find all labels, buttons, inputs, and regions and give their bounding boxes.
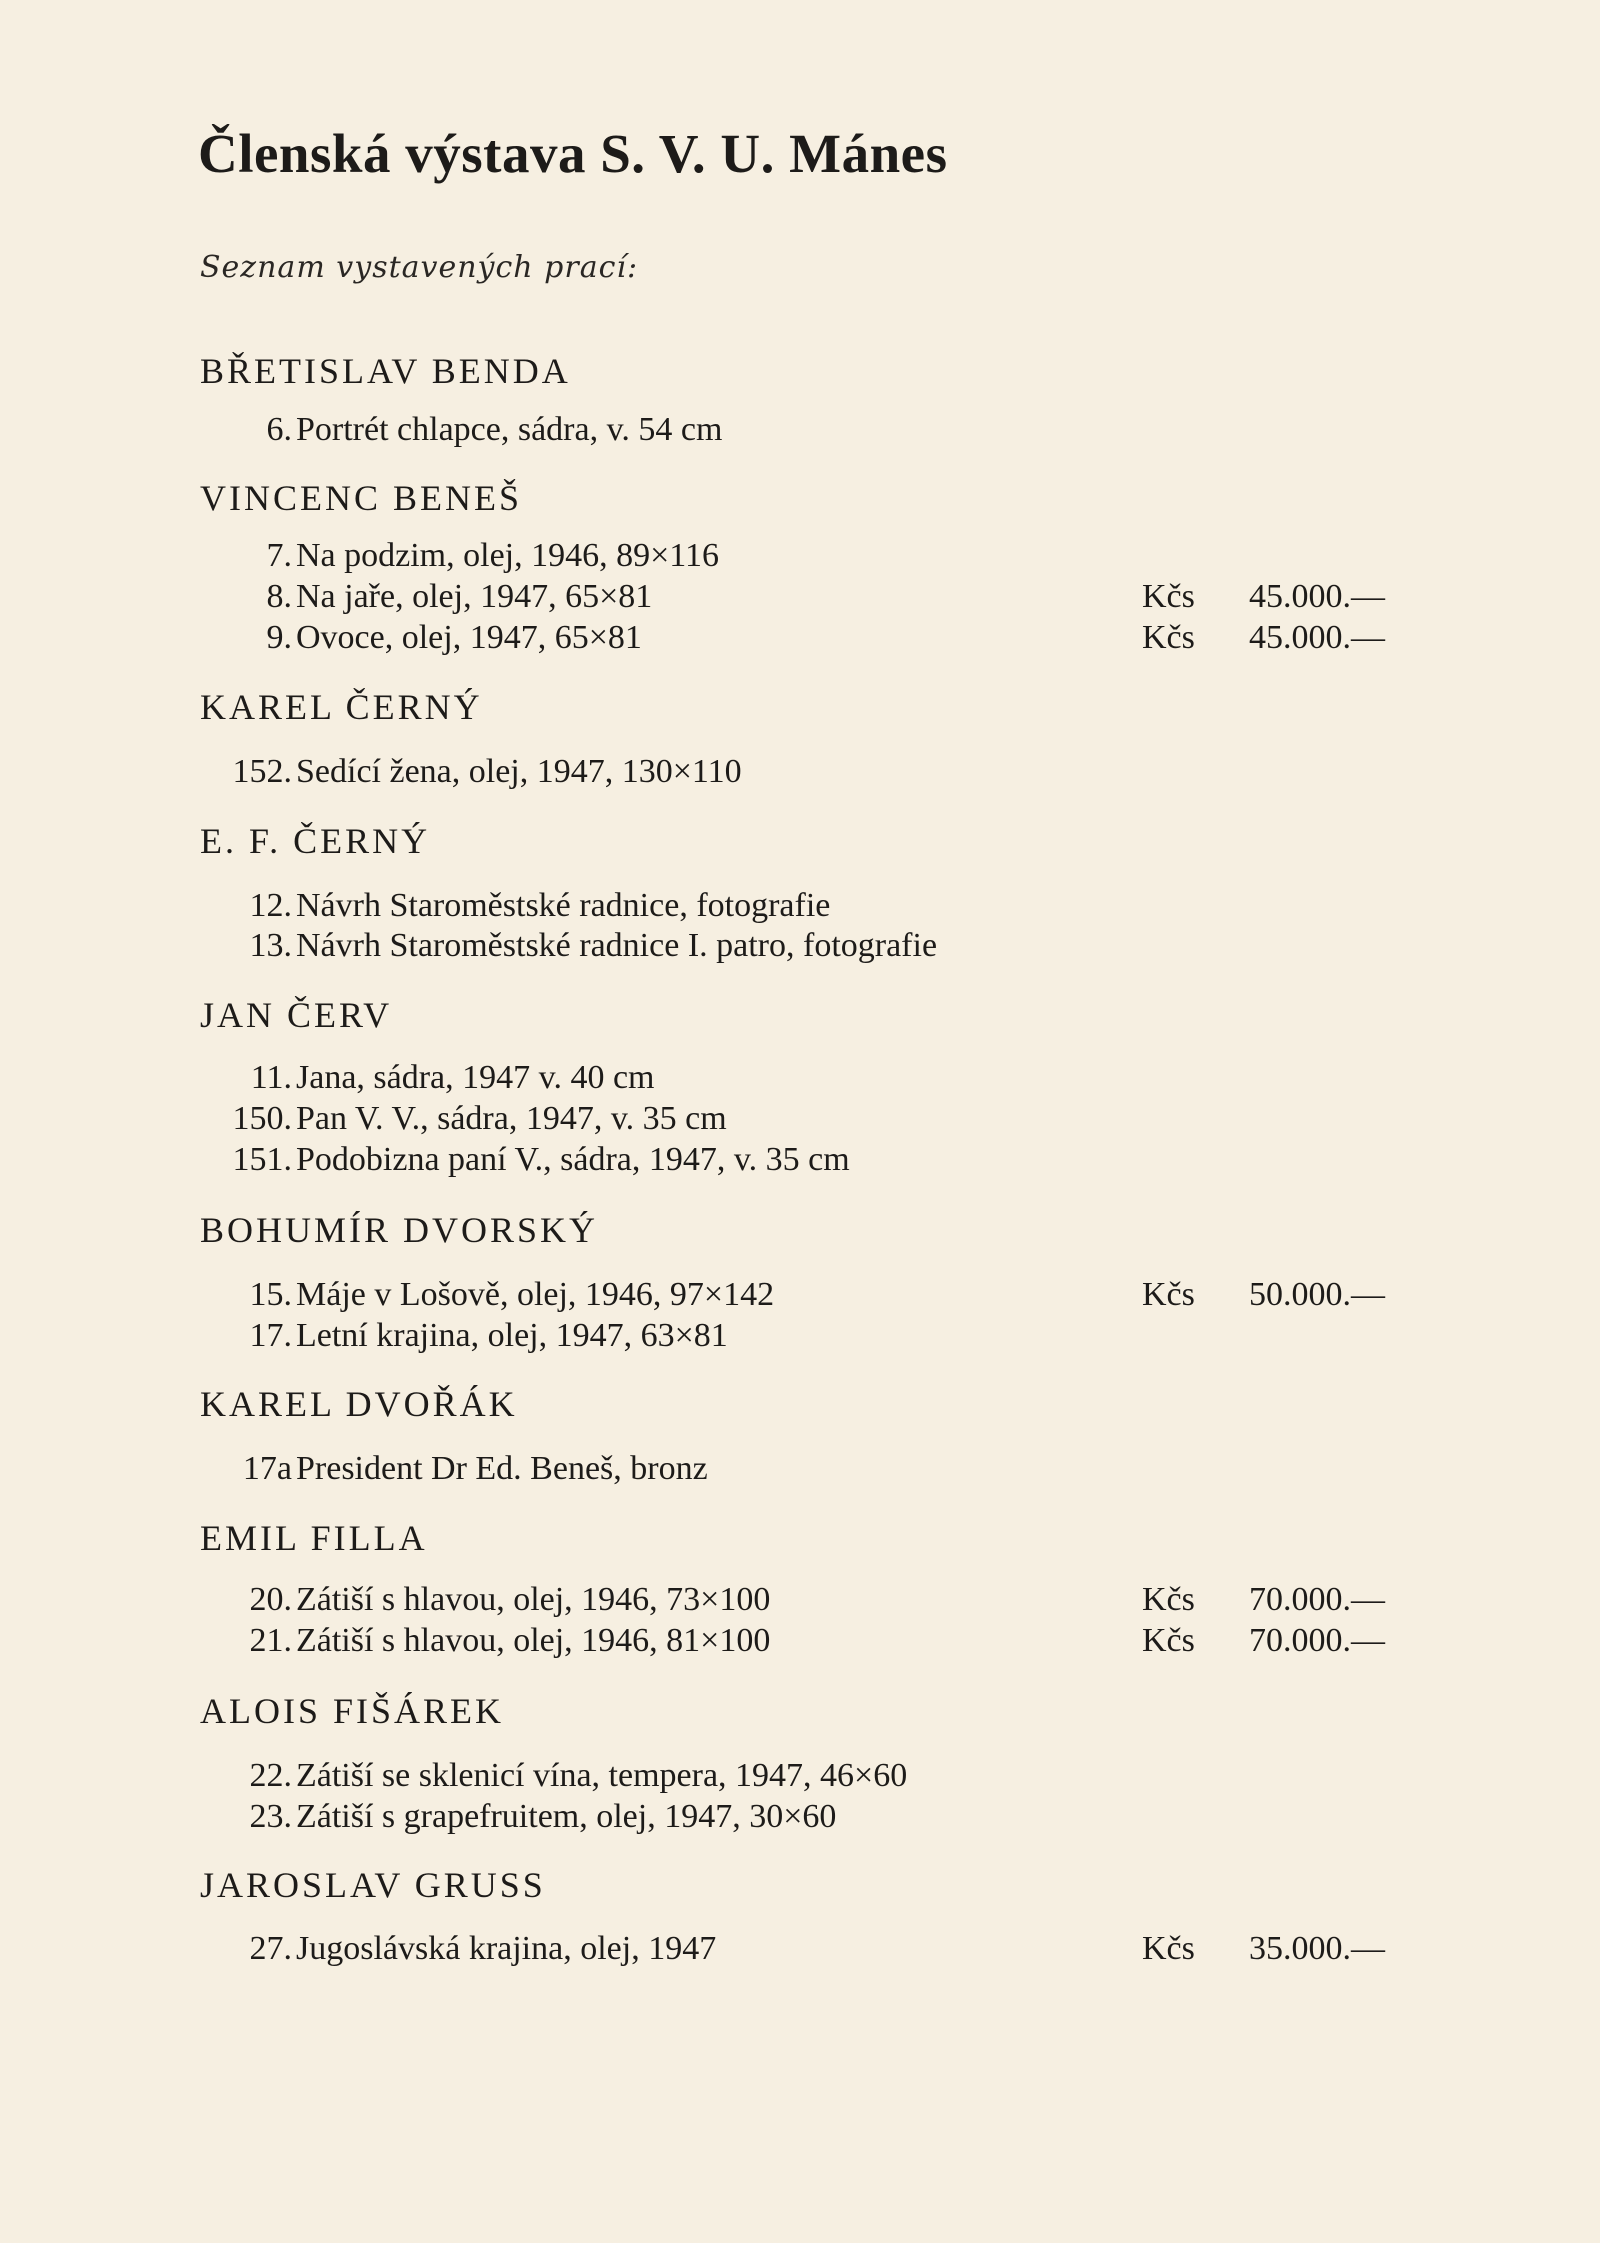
artist-name: BOHUMÍR DVORSKÝ [200,1210,599,1250]
work-entry [200,1100,1440,1140]
work-description: Na jaře, olej, 1947, 65×81 [296,578,653,615]
work-number: 152. [232,753,292,790]
work-description: Zátiší s hlavou, olej, 1946, 73×100 [296,1581,771,1618]
artist-name: JAN ČERV [200,995,393,1035]
artist-name: E. F. ČERNÝ [200,821,431,861]
artist-name: BŘETISLAV BENDA [200,351,571,391]
work-description: President Dr Ed. Beneš, bronz [296,1450,708,1487]
work-entry [200,1276,1440,1316]
list-subtitle: Seznam vystavených prací: [200,250,639,285]
work-number: 11. [250,1059,292,1096]
work-number: 6. [266,411,292,448]
price-value: 70.000.— [1249,1622,1385,1659]
work-entry [200,1317,1440,1357]
artist-name: VINCENC BENEŠ [200,478,523,518]
work-number: 9. [266,619,292,656]
work-entry [200,927,1440,967]
work-description: Portrét chlapce, sádra, v. 54 cm [296,411,723,448]
work-entry [200,1622,1440,1662]
price-currency: Kčs [1142,1622,1195,1659]
work-description: Jana, sádra, 1947 v. 40 cm [296,1059,655,1096]
artist-name: ALOIS FIŠÁREK [200,1691,505,1731]
artist-name: EMIL FILLA [200,1518,428,1558]
price-currency: Kčs [1142,1581,1195,1618]
work-entry [200,1757,1440,1797]
price-currency: Kčs [1142,578,1195,615]
price-value: 70.000.— [1249,1581,1385,1618]
work-number: 23. [249,1798,292,1835]
work-entry [200,1141,1440,1181]
work-description: Zátiší se sklenicí vína, tempera, 1947, 46×60 [296,1757,908,1794]
work-description: Na podzim, olej, 1946, 89×116 [296,537,720,574]
work-entry [200,887,1440,927]
artist-name: KAREL DVOŘÁK [200,1384,518,1424]
work-description: Jugoslávská krajina, olej, 1947 [296,1930,717,1967]
work-description: Návrh Staroměstské radnice, fotografie [296,887,831,924]
work-entry [200,537,1440,577]
work-number: 27. [249,1930,292,1967]
page-title: Členská výstava S. V. U. Mánes [198,123,948,184]
work-description: Letní krajina, olej, 1947, 63×81 [296,1317,728,1354]
work-number: 7. [266,537,292,574]
work-description: Zátiší s hlavou, olej, 1946, 81×100 [296,1622,771,1659]
work-number: 150. [232,1100,292,1137]
artist-name: JAROSLAV GRUSS [200,1865,546,1905]
price-currency: Kčs [1142,619,1195,656]
work-number: 13. [249,927,292,964]
work-entry [200,1059,1440,1099]
work-description: Návrh Staroměstské radnice I. patro, fotografie [296,927,938,964]
work-description: Zátiší s grapefruitem, olej, 1947, 30×60 [296,1798,837,1835]
work-entry [200,578,1440,618]
work-number: 21. [249,1622,292,1659]
price-value: 50.000.— [1249,1276,1385,1313]
work-description: Máje v Lošově, olej, 1946, 97×142 [296,1276,775,1313]
work-number: 22. [249,1757,292,1794]
work-entry [200,1450,1440,1490]
work-description: Podobizna paní V., sádra, 1947, v. 35 cm [296,1141,850,1178]
work-description: Pan V. V., sádra, 1947, v. 35 cm [296,1100,727,1137]
artist-name: KAREL ČERNÝ [200,687,483,727]
work-number: 17a [242,1450,292,1487]
work-number: 17. [249,1317,292,1354]
work-entry [200,1930,1440,1970]
work-entry [200,753,1440,793]
work-number: 20. [249,1581,292,1618]
price-currency: Kčs [1142,1276,1195,1313]
price-value: 45.000.— [1249,619,1385,656]
work-entry [200,1798,1440,1838]
work-entry [200,1581,1440,1621]
reverse-side-bleed-through [1040,120,1460,1620]
work-entry [200,411,1440,451]
work-number: 8. [266,578,292,615]
work-description: Sedící žena, olej, 1947, 130×110 [296,753,742,790]
work-description: Ovoce, olej, 1947, 65×81 [296,619,642,656]
work-number: 15. [249,1276,292,1313]
price-currency: Kčs [1142,1930,1195,1967]
work-number: 151. [232,1141,292,1178]
price-value: 35.000.— [1249,1930,1385,1967]
work-entry [200,619,1440,659]
price-value: 45.000.— [1249,578,1385,615]
work-number: 12. [249,887,292,924]
